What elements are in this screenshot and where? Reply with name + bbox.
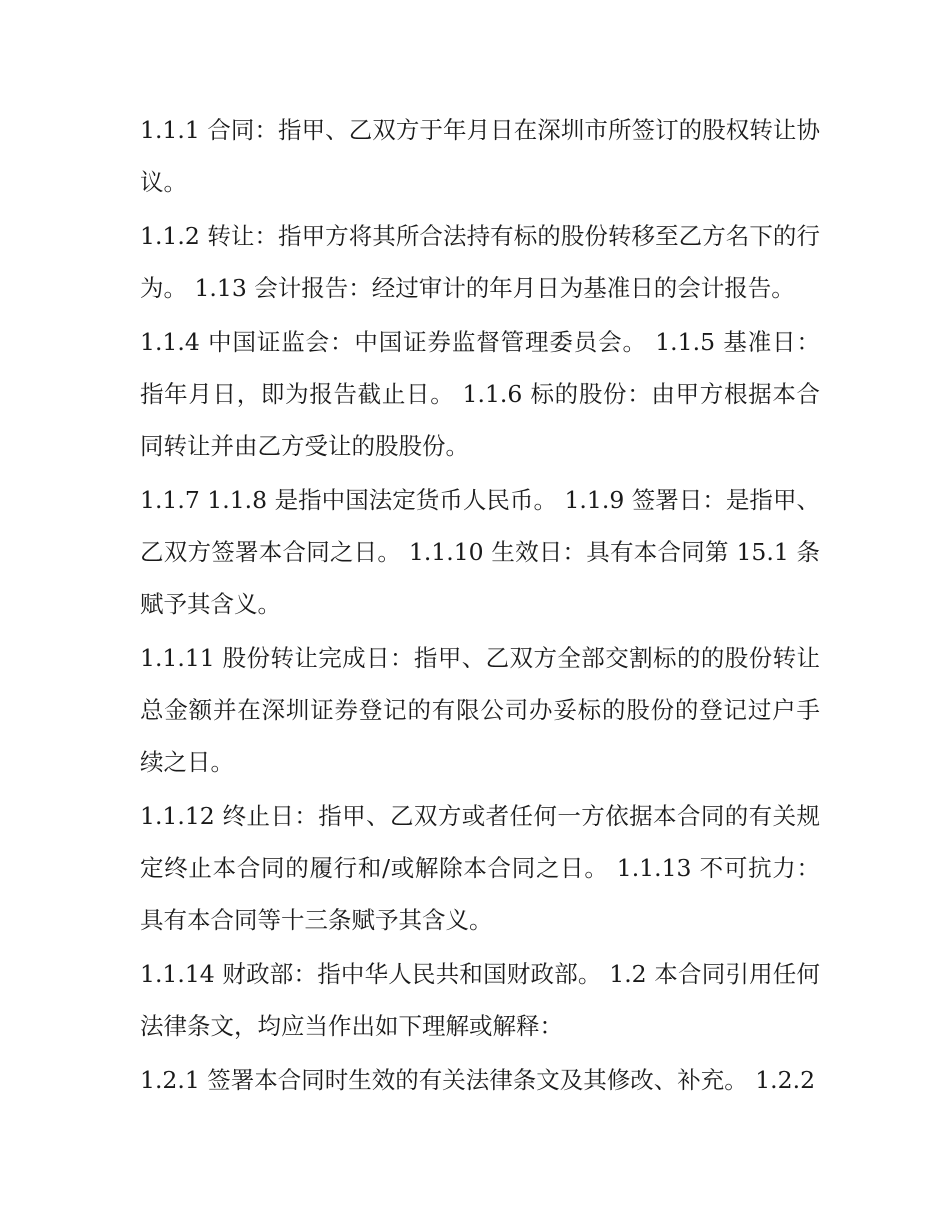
clause-paragraph-6: 1.1.12 终止日：指甲、乙双方或者任何一方依据本合同的有关规定终止本合同的履行和/或解除本合同之日。 1.1.13 不可抗力：具有本合同等十三条赋予其含义。 [140, 802, 820, 934]
clause-paragraph-4: 1.1.7 1.1.8 是指中国法定货币人民币。 1.1.9 签署日：是指甲、乙双方签署本合同之日。 1.1.10 生效日：具有本合同第 15.1 条赋予其含义。 [140, 486, 820, 618]
clause-paragraph-5: 1.1.11 股份转让完成日：指甲、乙双方全部交割标的的股份转让总金额并在深圳证券登记的有限公司办妥标的股份的登记过户手续之日。 [140, 644, 820, 776]
clause-paragraph-1: 1.1.1 合同：指甲、乙双方于年月日在深圳市所签订的股权转让协议。 [140, 116, 820, 196]
clause-paragraph-2: 1.1.2 转让：指甲方将其所合法持有标的股份转移至乙方名下的行为。 1.13 会计报告：经过审计的年月日为基准日的会计报告。 [140, 222, 820, 302]
clause-paragraph-3: 1.1.4 中国证监会：中国证券监督管理委员会。 1.1.5 基准日：指年月日，即为报告截止日。 1.1.6 标的股份：由甲方根据本合同转让并由乙方受让的股股份。 [140, 328, 820, 460]
clause-paragraph-8: 1.2.1 签署本合同时生效的有关法律条文及其修改、补充。 1.2.2 [140, 1066, 816, 1094]
clause-paragraph-7: 1.1.14 财政部：指中华人民共和国财政部。 1.2 本合同引用任何法律条文，均应当作出如下理解或解释： [140, 960, 820, 1040]
document-body [140, 104, 820, 1108]
